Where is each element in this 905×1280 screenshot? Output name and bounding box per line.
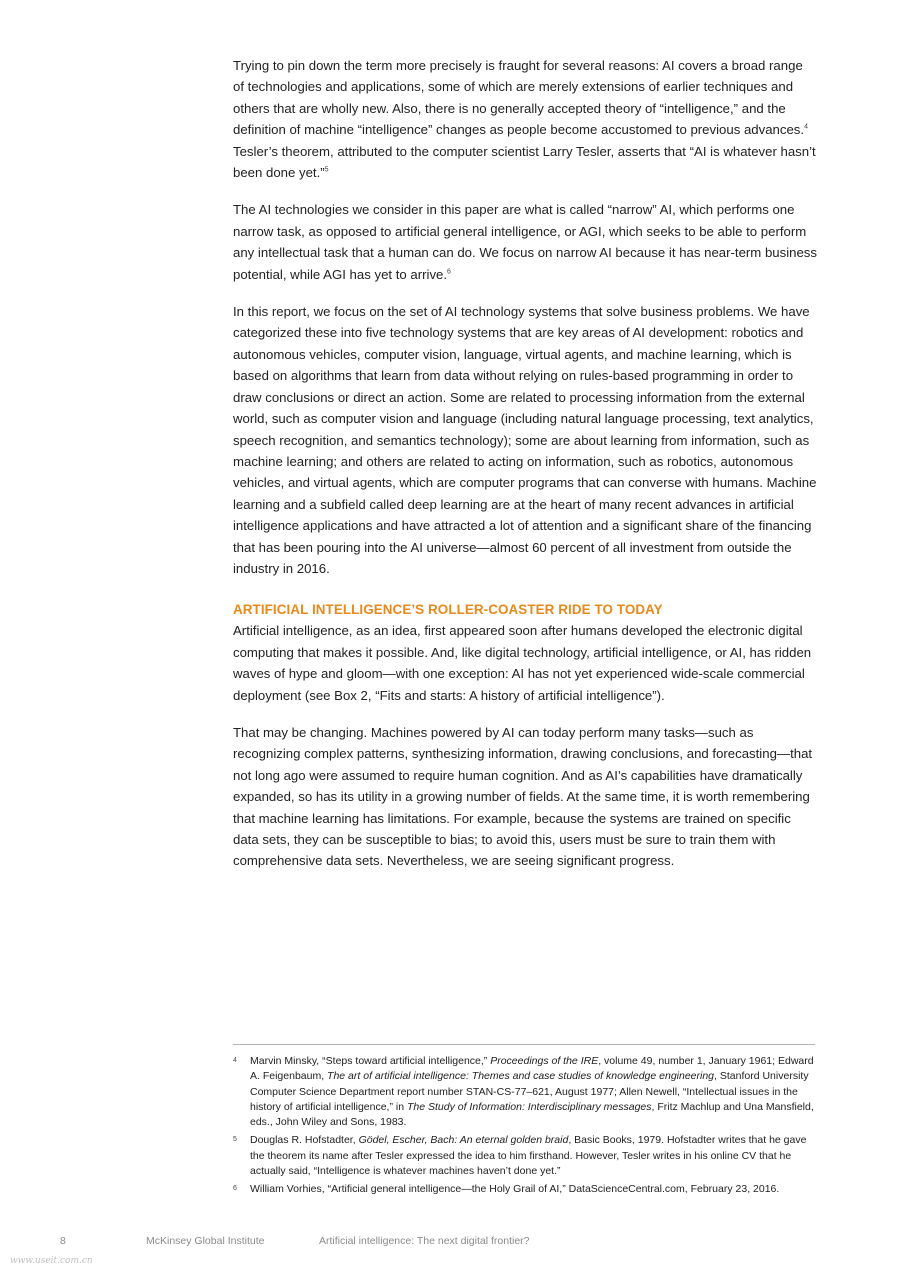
section-heading: ARTIFICIAL INTELLIGENCE’S ROLLER-COASTER RIDE TO TODAY [233,602,663,618]
body-paragraph-1: Trying to pin down the term more precisely is fraught for several reasons: AI covers a broad range of technologies and applications, some of which are merely extensions of earlier techniques and others that are wholly new. Also, there is no generally accepted theory of “intelligence,” and the definition of machine “intelligence” changes as people become accustomed to previous advances.$^4$ Tesler’s theorem, attributed to the computer scientist Larry Tesler, asserts that “AI is whatever hasn’t been done yet.”$^5$ [233,58,816,181]
footnote-5: 5 Douglas R. Hofstadter, Gödel, Escher, Bach: An eternal golden braid, Basic Books, 1979. Hofstadter writes that he gave the theorem its name after Tesler expressed the idea to him firsthand. However, Tesler writes in his online CV that he actually said, “Intelligence is whatever machines haven’t done yet.” [233,1134,807,1178]
footnotes [233,1054,815,1201]
footnote-ref-4[interactable]: 4 [804,123,808,131]
body-paragraph-5: That may be changing. Machines powered by AI can today perform many tasks—such as recognizing complex patterns, synthesizing information, drawing conclusions, and forecasting—that not long ago were assumed to require human cognition. And as AI’s capabilities have dramatically expanded, so has its utility in a growing number of fields. At the same time, it is worth remembering that machine learning has limitations. For example, because the systems are trained on specific data sets, they can be susceptible to bias; to avoid this, users must be sure to train them with comprehensive data sets. Nevertheless, we are seeing significant progress. [233,724,813,869]
body-paragraph-4: Artificial intelligence, as an idea, first appeared soon after humans developed the electronic digital computing that makes it possible. And, like digital technology, artificial intelligence, or AI, has ridden waves of hype and gloom—with one exception: AI has not yet experienced wide-scale commercial deployment (see Box 2, “Fits and starts: A history of artificial intelligence”). [233,623,812,703]
footnote-ref-6[interactable]: 6 [447,268,451,276]
main-content [233,55,817,888]
body-paragraph-3: In this report, we focus on the set of AI technology systems that solve business problems. We have categorized these into five technology systems that are key areas of AI development: robotics and autonomous vehicles, computer vision, language, virtual agents, and machine learning, which is based on algorithms that learn from data without relying on rules-based programming in order to draw conclusions or direct an action. Some are related to processing information from the external world, such as computer vision and language (including natural language processing, text analytics, speech recognition, and semantics technology); some are about learning from information, such as machine learning; and others are related to acting on information, such as robotics, autonomous vehicles, and virtual agents, which are computer programs that can converse with humans. Machine learning and a subfield called deep learning are at the heart of many recent advances in artificial intelligence applications and have attracted a lot of attention and a significant share of the financing that has been pouring into the AI universe—almost 60 percent of all investment from outside the industry in 2016. [233,304,817,576]
footnote-number: 4 [233,1057,237,1064]
footnote-4: 4 Marvin Minsky, “Steps toward artificial intelligence,” Proceedings of the IRE, volume 49, number 1, January 1961; Edward A. Feigenbaum, The art of artificial intelligence: Themes and case studies of knowledge engineering, Stanford University Computer Science Department report number STAN-CS-77–621, August 1977; Allen Newell, “Intellectual issues in the history of artificial intelligence,” in The Study of Information: Interdisciplinary messages, Fritz Machlup and Una Mansfield, eds., John Wiley and Sons, 1983. [233,1055,814,1129]
footnote-number: 5 [233,1136,237,1144]
footer-report-title: Artificial intelligence: The next digital frontier? [319,1235,530,1247]
footer-publisher: McKinsey Global Institute [146,1235,265,1247]
body-paragraph-2: The AI technologies we consider in this paper are what is called “narrow” AI, which performs one narrow task, as opposed to artificial general intelligence, or AGI, which seeks to be able to perform any intellectual task that a human can do. We focus on narrow AI because it has near-term business potential, while AGI has yet to arrive.$^6$ [233,202,817,282]
watermark: www.useit.com.cn [10,1256,93,1266]
footnote-divider [233,1044,815,1045]
footnote-number: 6 [233,1185,237,1193]
page-number: 8 [60,1235,66,1247]
footnote-ref-5[interactable]: 5 [324,166,329,174]
footnote-6: 6 William Vorhies, “Artificial general intelligence—the Holy Grail of AI,” DataScienceCentral.com, February 23, 2016. [233,1183,780,1196]
